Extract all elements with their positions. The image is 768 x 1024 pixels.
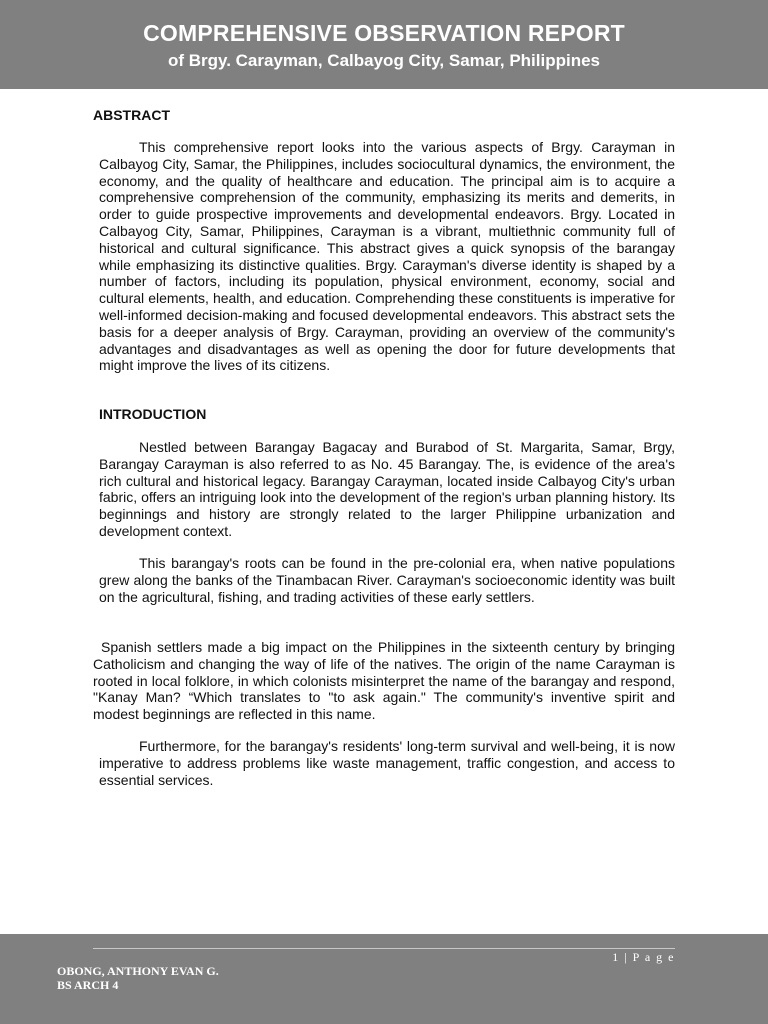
page-number: 1 | P a g e (612, 950, 675, 964)
report-subtitle: of Brgy. Carayman, Calbayog City, Samar, Philippines (167, 51, 601, 70)
report-title: COMPREHENSIVE OBSERVATION REPORT (143, 20, 625, 46)
author-course: BS ARCH 4 (57, 978, 119, 992)
author-name: OBONG, ANTHONY EVAN G. (57, 964, 219, 978)
footer-divider (93, 948, 675, 949)
intro-paragraph-2: This barangay's roots can be found in the pre-colonial era, when native populations grew along the banks of the Tinambacan River. Carayman's socioeconomic identity was built on the agricultural, fishing, and trading activities of these early settlers. (99, 555, 675, 605)
author-block (57, 964, 219, 992)
intro-paragraph-4: Furthermore, for the barangay's residents' long-term survival and well-being, it is now imperative to address problems like waste management, traffic congestion, and access to essential services. (99, 738, 675, 788)
introduction-heading: INTRODUCTION (99, 406, 207, 422)
report-footer (0, 934, 768, 1024)
abstract-heading: ABSTRACT (93, 107, 170, 123)
abstract-paragraph: This comprehensive report looks into the various aspects of Brgy. Carayman in Calbayog City, Samar, the Philippines, includes sociocultural dynamics, the environment, the economy, and the quality of healthcare and education. The principal aim is to acquire a comprehensive comprehension of the community, emphasizing its merits and demerits, in order to guide prospective improvements and developmental endeavors. Brgy. Located in Calbayog City, Samar, Philippines, Carayman is a vibrant, multiethnic community full of historical and cultural significance. This abstract gives a quick synopsis of the barangay while emphasizing its distinctive qualities. Brgy. Carayman's diverse identity is shaped by a number of factors, including its population, physical environment, economy, social and cultural elements, health, and education. Comprehending these constituents is imperative for well-informed decision-making and focused developmental endeavors. This abstract sets the basis for a deeper analysis of Brgy. Carayman, providing an overview of the community's advantages and disadvantages as well as opening the door for future developments that might improve the lives of its citizens. (99, 139, 675, 374)
intro-paragraph-3: Spanish settlers made a big impact on the Philippines in the sixteenth century by bringing Catholicism and changing the way of life of the natives. The origin of the name Carayman is rooted in local folklore, in which colonists misinterpret the name of the barangay and respond, "Kanay Man? “Which translates to "to ask again." The community's inventive spirit and modest beginnings are reflected in this name. (93, 639, 675, 723)
intro-paragraph-1: Nestled between Barangay Bagacay and Burabod of St. Margarita, Samar, Brgy, Barangay Carayman is also referred to as No. 45 Barangay. The, is evidence of the area's rich cultural and historical legacy. Barangay Carayman, located inside Calbayog City's urban fabric, offers an intriguing look into the development of the region's urban planning history. Its beginnings and history are strongly related to the larger Philippine urbanization and development context. (99, 439, 675, 539)
